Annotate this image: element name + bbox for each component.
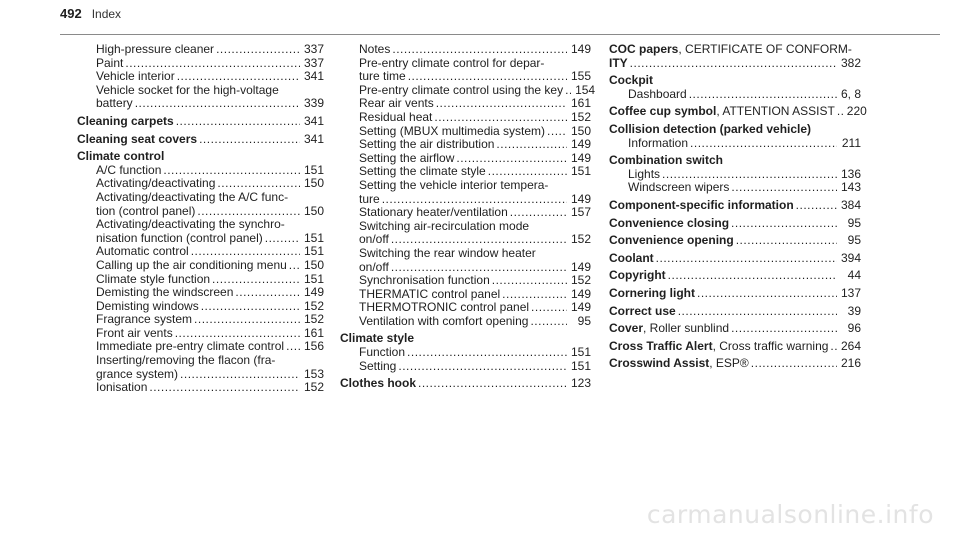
entry-text: Setting (MBUX multimedia system)	[359, 123, 546, 138]
leader-dots	[201, 300, 300, 314]
entry-text: Setting the vehicle interior tempera-	[359, 177, 549, 192]
entry-text: Calling up the air conditioning menu	[96, 257, 287, 272]
entry-text: Collision detection (parked vehicle)	[609, 121, 812, 136]
page-reference: 394	[840, 250, 861, 265]
index-subentry	[77, 57, 324, 71]
leader-dots	[731, 217, 837, 231]
leader-dots	[731, 322, 837, 336]
entry-text: High-pressure cleaner	[96, 42, 215, 56]
index-subentry	[340, 220, 591, 247]
page-header	[60, 6, 121, 28]
index-subentry	[340, 247, 591, 274]
index-subentry	[340, 288, 591, 302]
leader-dots	[662, 168, 837, 182]
index-subentry	[609, 137, 861, 151]
index-heading	[609, 322, 861, 336]
leader-dots	[408, 70, 567, 84]
page-reference: 382	[840, 55, 861, 70]
entry-text: Information	[628, 135, 689, 150]
index-subentry	[77, 218, 324, 245]
entry-text: Clothes hook	[340, 376, 417, 391]
index-subentry	[340, 274, 591, 288]
index-subentry	[340, 152, 591, 166]
index-heading	[609, 123, 861, 137]
entry-text: Function	[359, 345, 406, 360]
index-heading	[609, 357, 861, 371]
entry-text: Ionisation	[96, 380, 148, 395]
page-reference: 337	[303, 42, 324, 56]
index-subentry	[340, 346, 591, 360]
leader-dots	[530, 315, 567, 329]
entry-text: Cross Traffic Alert, Cross traffic warning	[609, 338, 829, 353]
index-heading	[609, 199, 861, 213]
leader-dots	[176, 115, 300, 129]
entry-text: Convenience opening	[609, 233, 734, 248]
page-reference: 211	[841, 135, 861, 150]
leader-dots	[456, 152, 567, 166]
index-heading	[609, 43, 861, 70]
leader-dots	[751, 357, 837, 371]
leader-dots	[830, 340, 837, 354]
index-heading	[609, 154, 861, 168]
index-subentry	[340, 125, 591, 139]
entry-text: ture time	[359, 69, 406, 84]
page-reference: 220	[846, 104, 867, 119]
page-reference: 149	[570, 259, 591, 274]
entry-text: Component-specific information	[609, 197, 794, 212]
leader-dots	[796, 199, 837, 213]
entry-text: Cornering light	[609, 285, 695, 300]
index-heading	[77, 115, 324, 129]
leader-dots	[212, 273, 300, 287]
page-reference: 152	[570, 232, 591, 247]
leader-dots	[547, 125, 567, 139]
leader-dots	[216, 43, 300, 57]
index-subentry	[77, 43, 324, 57]
index-subentry	[609, 168, 861, 182]
leader-dots	[678, 305, 837, 319]
page-reference: 149	[303, 285, 324, 300]
index-subentry	[340, 301, 591, 315]
leader-dots	[391, 261, 567, 275]
leader-dots	[235, 286, 300, 300]
leader-dots	[177, 70, 300, 84]
leader-dots	[689, 88, 837, 102]
page-reference: 151	[570, 345, 591, 360]
page-reference: 151	[303, 162, 324, 177]
page-reference: 154	[575, 82, 596, 97]
entry-suffix: , ATTENTION ASSIST	[716, 104, 835, 119]
page-reference: 152	[570, 273, 591, 288]
leader-dots	[531, 301, 567, 315]
index-subentry	[77, 286, 324, 300]
entry-text: Pre-entry climate control for depar-	[359, 55, 545, 70]
entry-text: Setting the airflow	[359, 150, 455, 165]
page-reference: 152	[303, 312, 324, 327]
index-subentry	[340, 43, 591, 57]
index-subentry	[609, 181, 861, 195]
index-subentry	[340, 360, 591, 374]
leader-dots	[502, 288, 567, 302]
watermark: carmanualsonline.info	[646, 500, 934, 529]
index-subentry	[340, 165, 591, 179]
entry-suffix: , Roller sunblind	[643, 321, 730, 336]
entry-text: Stationary heater/ventilation	[359, 205, 508, 220]
index-heading	[609, 305, 861, 319]
index-subentry	[77, 191, 324, 218]
entry-text: nisation function (control panel)	[96, 230, 263, 245]
page-reference: 150	[303, 203, 324, 218]
leader-dots	[436, 97, 567, 111]
entry-text: battery	[96, 96, 133, 111]
entry-text: Demisting the windscreen	[96, 285, 234, 300]
entry-text: Setting	[359, 358, 397, 373]
entry-text: Cover, Roller sunblind	[609, 321, 730, 336]
leader-dots	[180, 368, 300, 382]
index-heading	[340, 332, 591, 346]
entry-text: Dashboard	[628, 86, 687, 101]
leader-dots	[398, 360, 567, 374]
page-reference: 152	[570, 109, 591, 124]
index-subentry	[340, 315, 591, 329]
index-subentry	[77, 70, 324, 84]
page-reference: 149	[570, 42, 591, 56]
entry-text: Vehicle socket for the high-voltage	[96, 82, 279, 97]
leader-dots	[135, 97, 300, 111]
page-reference: 161	[303, 325, 324, 340]
page-reference: 157	[570, 205, 591, 220]
page-reference: 149	[570, 286, 591, 301]
leader-dots	[496, 138, 567, 152]
entry-text: Fragrance system	[96, 312, 193, 327]
entry-text: tion (control panel)	[96, 203, 196, 218]
page-reference: 149	[570, 150, 591, 165]
entry-text: Vehicle interior	[96, 69, 175, 84]
page-reference: 44	[847, 268, 861, 283]
entry-text: Combination switch	[609, 153, 723, 168]
entry-text: Notes	[359, 42, 391, 56]
page-reference: 153	[303, 366, 324, 381]
page-reference: 341	[303, 131, 324, 146]
entry-text: ITY	[609, 55, 628, 70]
entry-suffix: , CERTIFICATE OF CONFORM-	[678, 42, 852, 56]
leader-dots	[197, 205, 300, 219]
index-heading	[340, 377, 591, 391]
index-heading	[609, 74, 861, 88]
page-reference: 95	[847, 215, 861, 230]
index-heading	[609, 269, 861, 283]
entry-text: Activating/deactivating	[96, 176, 216, 191]
index-column-2	[340, 42, 596, 391]
leader-dots	[418, 377, 567, 391]
index-subentry	[340, 179, 591, 206]
leader-dots	[289, 259, 300, 273]
entry-text: Crosswind Assist, ESP®	[609, 356, 749, 371]
index-heading	[609, 252, 861, 266]
index-subentry	[77, 354, 324, 381]
page-reference: 95	[847, 233, 861, 248]
page-reference: 156	[303, 339, 324, 354]
leader-dots	[630, 57, 837, 71]
index-subentry	[77, 177, 324, 191]
page-reference: 149	[570, 137, 591, 152]
leader-dots	[656, 252, 837, 266]
page-reference: 123	[570, 376, 591, 391]
leader-dots	[265, 232, 300, 246]
entry-text: Lights	[628, 166, 661, 181]
page-reference: 161	[570, 96, 591, 111]
entry-text: Convenience closing	[609, 215, 730, 230]
page-reference: 151	[570, 164, 591, 179]
leader-dots	[194, 313, 300, 327]
entry-text: Inserting/removing the flacon (fra-	[96, 353, 276, 368]
entry-text: Immediate pre-entry climate control	[96, 339, 285, 354]
entry-text: Pre-entry climate control using the key	[359, 82, 564, 97]
entry-text: Climate style	[340, 331, 415, 346]
index-subentry	[340, 206, 591, 220]
page-reference: 96	[847, 321, 861, 336]
entry-text: Copyright	[609, 268, 666, 283]
entry-text: on/off	[359, 232, 389, 247]
entry-text: Ventilation with comfort opening	[359, 313, 529, 328]
entry-text: Climate style function	[96, 271, 211, 286]
index-subentry	[340, 57, 591, 84]
entry-text: Switching the rear window heater	[359, 245, 536, 260]
leader-dots	[407, 346, 567, 360]
page-reference: 341	[303, 69, 324, 84]
leader-dots	[286, 340, 300, 354]
index-subentry	[77, 273, 324, 287]
entry-text: Cockpit	[609, 73, 654, 88]
leader-dots	[217, 177, 300, 191]
page-reference: 216	[840, 356, 861, 371]
page-reference: 264	[840, 338, 861, 353]
leader-dots	[125, 57, 300, 71]
leader-dots	[510, 206, 567, 220]
entry-suffix: , ESP®	[709, 356, 749, 371]
index-subentry	[77, 245, 324, 259]
page-reference: 95	[577, 313, 591, 328]
index-subentry	[77, 164, 324, 178]
index-column-1	[77, 43, 324, 395]
page-reference: 150	[303, 257, 324, 272]
index-subentry	[609, 88, 861, 102]
page-reference: 6, 8	[840, 86, 861, 101]
index-heading	[609, 217, 861, 231]
header-rule	[60, 34, 940, 35]
entry-text: Windscreen wipers	[628, 180, 730, 195]
page-reference: 339	[303, 96, 324, 111]
page-reference: 150	[570, 123, 591, 138]
entry-text: Setting the air distribution	[359, 137, 495, 152]
index-subentry	[77, 300, 324, 314]
index-subentry	[340, 138, 591, 152]
leader-dots	[736, 234, 837, 248]
index-subentry	[77, 381, 324, 395]
index-subentry	[77, 84, 324, 111]
entry-text: COC papers, CERTIFICATE OF CONFORM-	[609, 42, 852, 56]
leader-dots	[191, 245, 300, 259]
page-reference: 151	[303, 230, 324, 245]
index-subentry	[340, 111, 591, 125]
index-subentry	[77, 327, 324, 341]
entry-text: THERMATIC control panel	[359, 286, 501, 301]
page-reference: 384	[840, 197, 861, 212]
entry-text: Correct use	[609, 303, 676, 318]
entry-text: THERMOTRONIC control panel	[359, 300, 530, 315]
index-subentry	[77, 259, 324, 273]
entry-text: Coffee cup symbol, ATTENTION ASSIST	[609, 104, 835, 119]
entry-text: Coolant	[609, 250, 654, 265]
index-subentry	[340, 97, 591, 111]
leader-dots	[149, 381, 300, 395]
page-reference: 151	[303, 271, 324, 286]
entry-text: Cleaning seat covers	[77, 131, 198, 146]
index-heading	[609, 234, 861, 248]
entry-text: Activating/deactivating the A/C func-	[96, 189, 289, 204]
leader-dots	[697, 287, 837, 301]
leader-dots	[731, 181, 837, 195]
index-heading	[609, 287, 861, 301]
index-column-3	[609, 42, 867, 371]
index-heading	[609, 340, 861, 354]
entry-text: Setting the climate style	[359, 164, 486, 179]
entry-text: grance system)	[96, 366, 179, 381]
page-reference: 155	[570, 69, 591, 84]
entry-text: Paint	[96, 55, 124, 70]
page-reference: 151	[303, 244, 324, 259]
page-reference: 152	[303, 380, 324, 395]
leader-dots	[488, 165, 567, 179]
index-heading	[609, 104, 867, 119]
entry-suffix: , Cross traffic warning	[712, 338, 829, 353]
page-number: 492	[60, 6, 82, 21]
leader-dots	[492, 274, 567, 288]
entry-text: Automatic control	[96, 244, 189, 259]
entry-text: Rear air vents	[359, 96, 434, 111]
page-reference: 39	[847, 303, 861, 318]
leader-dots	[668, 269, 837, 283]
entry-text: Switching air-recirculation mode	[359, 218, 530, 233]
page-reference: 137	[840, 285, 861, 300]
page-reference: 136	[840, 166, 861, 181]
entry-text: Climate control	[77, 149, 165, 164]
entry-text: Cleaning carpets	[77, 113, 174, 128]
section-title: Index	[91, 7, 122, 21]
leader-dots	[690, 137, 837, 151]
index-heading	[77, 133, 324, 147]
page-reference: 341	[303, 113, 324, 128]
index-heading	[77, 150, 324, 164]
page-reference: 151	[570, 358, 591, 373]
leader-dots	[391, 233, 567, 247]
leader-dots	[382, 193, 567, 207]
entry-text: Residual heat	[359, 109, 433, 124]
entry-text: Demisting windows	[96, 298, 199, 313]
entry-text: on/off	[359, 259, 389, 274]
index-subentry	[77, 313, 324, 327]
leader-dots	[175, 327, 300, 341]
page-reference: 143	[840, 180, 861, 195]
page-reference: 149	[570, 300, 591, 315]
index-subentry	[77, 340, 324, 354]
index-subentry	[340, 82, 596, 98]
entry-text: ture	[359, 191, 380, 206]
page-reference: 152	[303, 298, 324, 313]
page-reference: 150	[303, 176, 324, 191]
entry-text: Front air vents	[96, 325, 173, 340]
entry-text: Synchronisation function	[359, 273, 490, 288]
leader-dots	[199, 133, 300, 147]
leader-dots	[565, 84, 571, 98]
entry-text: Activating/deactivating the synchro-	[96, 217, 285, 232]
leader-dots	[392, 43, 567, 57]
page-reference: 337	[303, 55, 324, 70]
leader-dots	[163, 164, 300, 178]
entry-text: A/C function	[96, 162, 162, 177]
page-reference: 149	[570, 191, 591, 206]
leader-dots	[837, 105, 843, 119]
leader-dots	[434, 111, 567, 125]
